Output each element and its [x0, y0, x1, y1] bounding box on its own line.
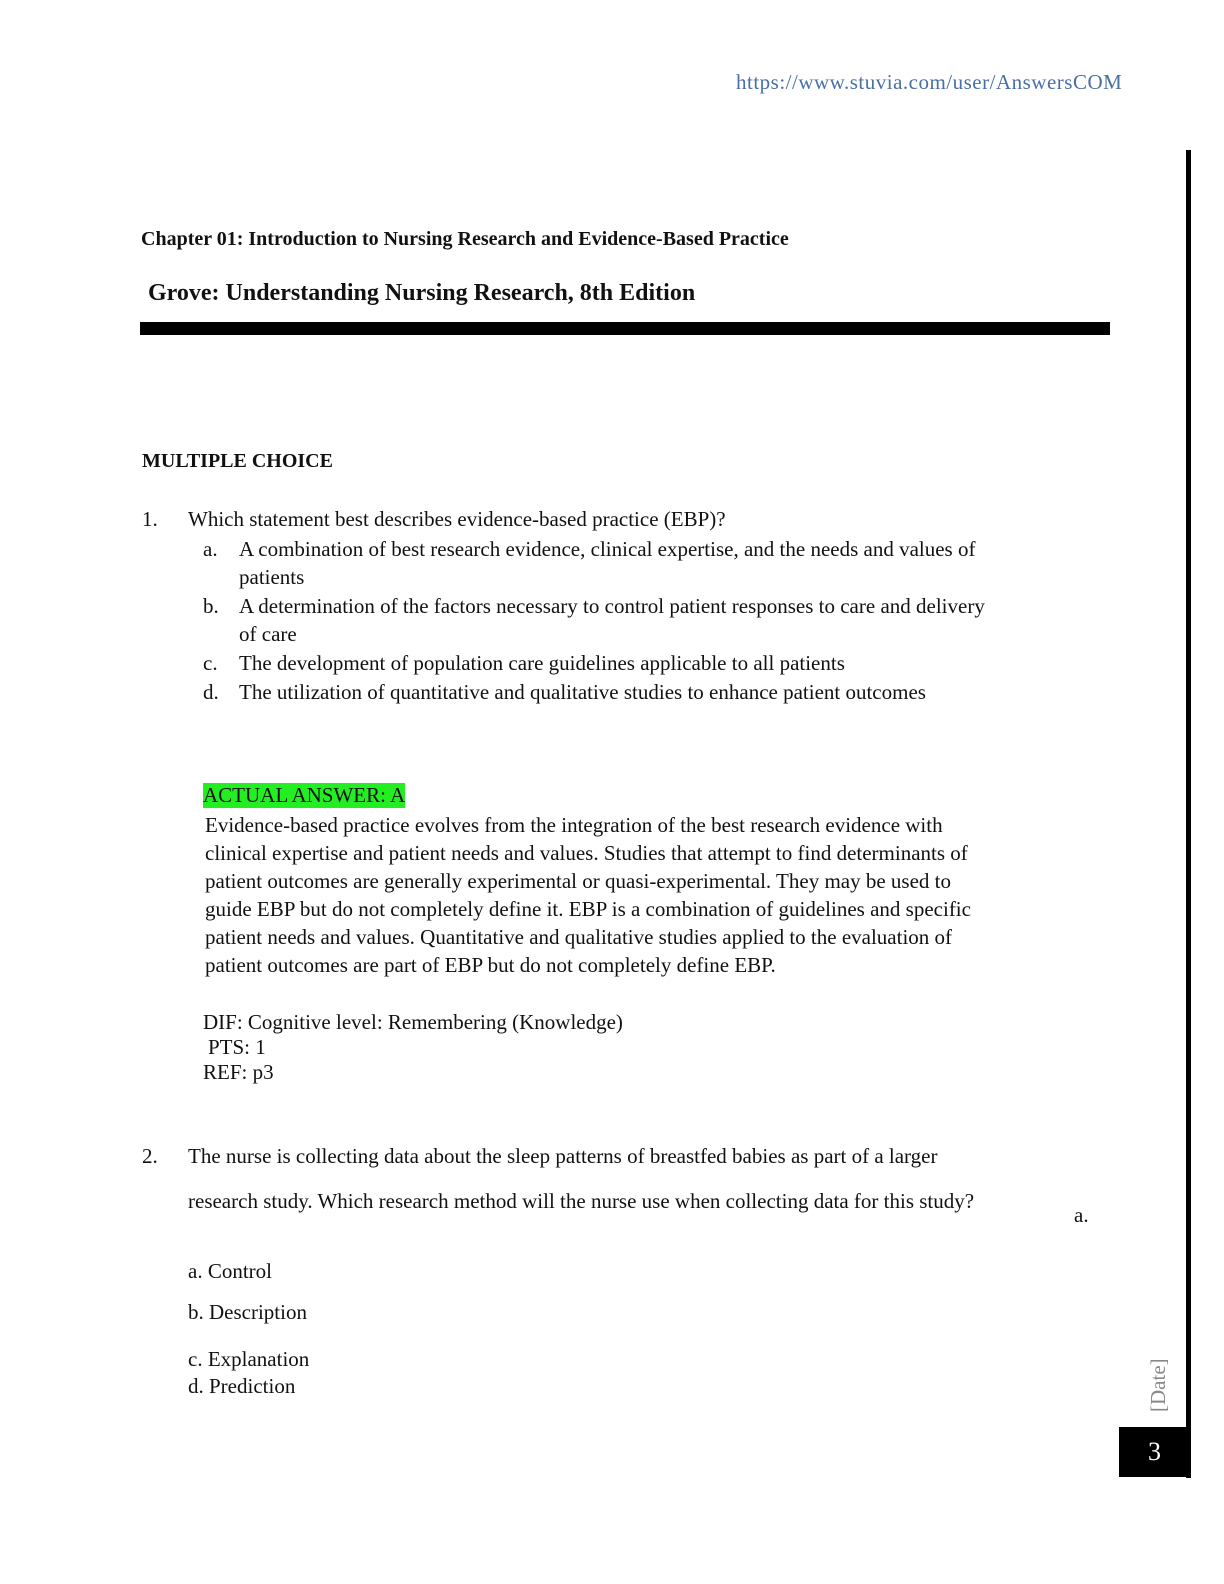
section-title: MULTIPLE CHOICE: [142, 450, 333, 472]
q1-rationale-line: Evidence-based practice evolves from the integration of the best research evidence with: [205, 813, 943, 837]
q1-option-c-line1: The development of population care guidelines applicable to all patients: [239, 651, 845, 675]
q1-number: 1.: [142, 507, 158, 531]
q2-option-d: d. Prediction: [188, 1374, 296, 1398]
q1-option-d-line1: The utilization of quantitative and qualitative studies to enhance patient outcomes: [239, 680, 926, 704]
q1-rationale-line: patient needs and values. Quantitative and qualitative studies applied to the evaluation of: [205, 925, 953, 949]
q2-option-b: b. Description: [188, 1300, 307, 1324]
q1-rationale-line: patient outcomes are part of EBP but do not completely define EBP.: [205, 953, 776, 977]
q1-option-a-letter: a.: [203, 537, 218, 561]
q1-points: PTS: 1: [208, 1035, 266, 1059]
q2-option-c: c. Explanation: [188, 1347, 310, 1371]
header-url[interactable]: https://www.stuvia.com/user/AnswersCOM: [736, 70, 1123, 94]
q2-number: 2.: [142, 1144, 158, 1168]
q1-answer: ACTUAL ANSWER: A: [203, 783, 406, 807]
q1-option-b-letter: b.: [203, 594, 219, 618]
page-number: 3: [1119, 1427, 1190, 1477]
q2-stem-line2: research study. Which research method will the nurse use when collecting data for this study?: [188, 1189, 975, 1213]
right-border-rule: [1186, 150, 1191, 1478]
q1-rationale-line: patient outcomes are generally experimental or quasi-experimental. They may be used to: [205, 869, 952, 893]
q1-option-a-line2: patients: [239, 565, 305, 589]
q1-rationale-line: guide EBP but do not completely define it. EBP is a combination of guidelines and specific: [205, 897, 971, 921]
q2-option-a: a. Control: [188, 1259, 272, 1283]
date-placeholder: [Date]: [1146, 1358, 1170, 1412]
title-divider: [140, 322, 1110, 335]
q1-option-b-line2: of care: [239, 622, 297, 646]
q2-stem-line1: The nurse is collecting data about the sleep patterns of breastfed babies as part of a larger: [188, 1144, 938, 1168]
q1-option-d-letter: d.: [203, 680, 219, 704]
book-title: Grove: Understanding Nursing Research, 8th Edition: [148, 280, 696, 306]
q1-rationale-line: clinical expertise and patient needs and values. Studies that attempt to find determinants of: [205, 841, 968, 865]
q1-option-a-line1: A combination of best research evidence, clinical expertise, and the needs and values of: [239, 537, 976, 561]
q1-difficulty: DIF: Cognitive level: Remembering (Knowledge): [203, 1010, 623, 1034]
q1-stem: Which statement best describes evidence-based practice (EBP)?: [188, 507, 726, 531]
q1-reference: REF: p3: [203, 1060, 274, 1084]
q1-option-b-line1: A determination of the factors necessary to control patient responses to care and delivery: [239, 594, 985, 618]
q1-option-c-letter: c.: [203, 651, 218, 675]
chapter-title: Chapter 01: Introduction to Nursing Research and Evidence-Based Practice: [141, 228, 789, 250]
q2-stray-letter: a.: [1074, 1203, 1089, 1227]
